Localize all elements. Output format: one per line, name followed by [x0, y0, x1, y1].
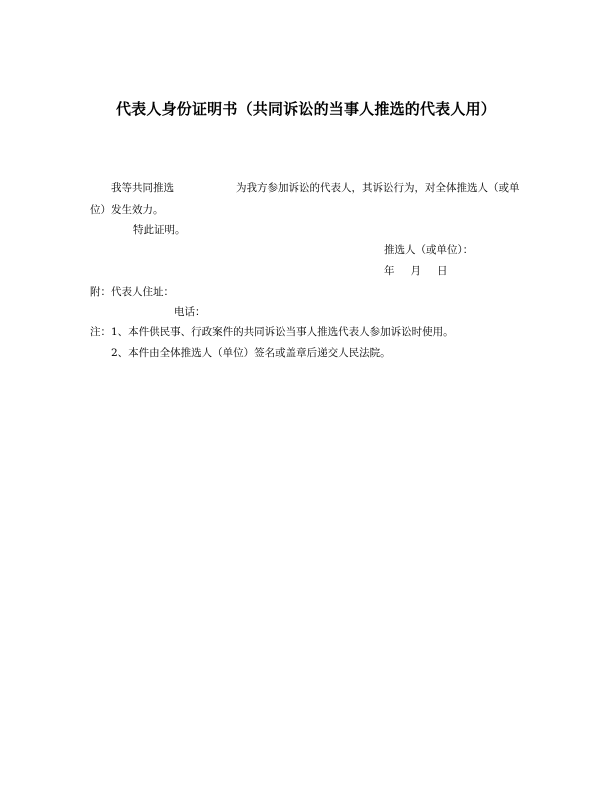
note-item-1: 注：1、本件供民事、行政案件的共同诉讼当事人推选代表人参加诉讼时使用。: [90, 326, 454, 338]
date-year-label: 年: [384, 265, 395, 277]
nomination-text-start: 我等共同推选: [111, 182, 174, 194]
note-item-2: 2、本件由全体推选人（单位）签名或盖章后递交人民法院。: [111, 347, 391, 359]
document-title: 代表人身份证明书（共同诉讼的当事人推选的代表人用）: [115, 100, 496, 118]
attachment-address-label: 附：代表人住址：: [90, 286, 174, 298]
date-month-label: 月: [410, 265, 421, 277]
attachment-phone-label: 电话：: [174, 306, 206, 318]
nomination-text-end: 为我方参加诉讼的代表人，其诉讼行为，对全体推选人（或单: [236, 182, 520, 194]
date-day-label: 日: [437, 265, 448, 277]
certify-statement: 特此证明。: [133, 224, 186, 236]
nomination-text-continued: 位）发生效力。: [90, 204, 164, 216]
date-line: [384, 264, 448, 278]
nominator-signature-label: 推选人（或单位）：: [384, 244, 474, 256]
